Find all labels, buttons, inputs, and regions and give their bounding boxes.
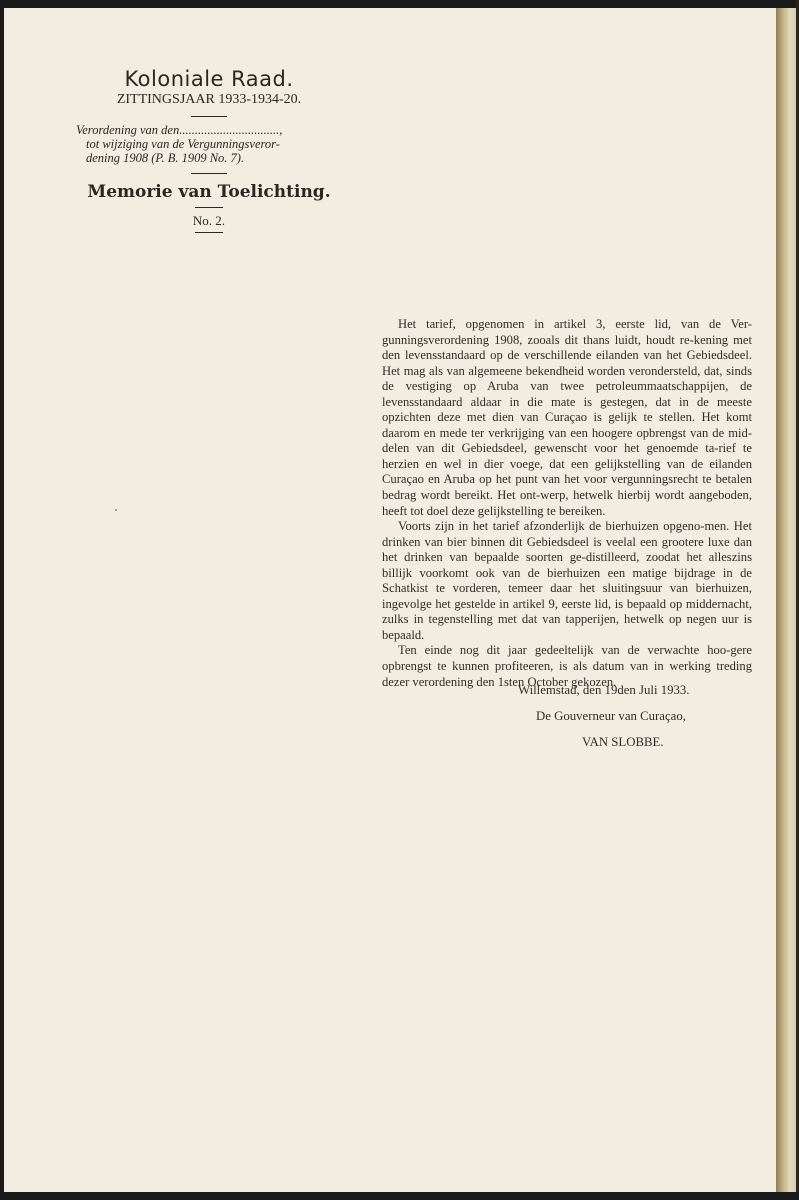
subject-line-2: tot wijziging van de Vergunningsveror- [86, 137, 280, 151]
document-number: No. 2. [192, 213, 226, 228]
subject-line-1: Verordening van den................................, [76, 123, 283, 137]
document-header [70, 66, 348, 233]
paragraph: Het tarief, opgenomen in artikel 3, eerste lid, van de Ver-gunningsverordening 1908, zooals dit thans luidt, houdt re-kening met den levensstandaard op de verschillende eilanden van het Gebiedsdeel. Het mag als van algemeene bekendheid worden verondersteld, dat, sinds de vestiging op Aruba van twee petroleummaatschappijen, de levensstandaard aldaar in die mate is gestegen, dat in de meeste opzichten deze met dien van Curaçao is gelijk te stellen. Het komt daarom en mede ter verkrijging van een hoogere opbrengst van de mid-delen van dit Gebiedsdeel, gewenscht voor het genoemde ta-rief te herzien en wel in dier voege, dat een gelijkstelling van de eilanden Curaçao en Aruba op het punt van het voor vergunningsrecht te betalen bedrag wordt bereikt. Het ont-werp, hetwelk hierbij wordt aangeboden, heeft tot doel deze gelijkstelling te bereiken. [382, 317, 752, 518]
council-title: Koloniale Raad. [124, 67, 294, 91]
subject-line-3: dening 1908 (P. B. 1909 No. 7). [86, 151, 245, 165]
divider [191, 116, 227, 117]
signatory-name: VAN SLOBBE. [582, 735, 664, 749]
session-year: ZITTINGSJAAR 1933-1934-20. [116, 92, 302, 107]
signatory-title: De Gouverneur van Curaçao, [536, 709, 686, 723]
binding-spine [776, 8, 796, 1192]
divider [195, 207, 223, 208]
document-type: Memorie van Toelichting. [87, 182, 331, 202]
divider [195, 232, 223, 233]
paragraph: Voorts zijn in het tarief afzonderlijk de bierhuizen opgeno-men. Het drinken van bier binnen dit Gebiedsdeel is veelal een grootere luxe dan het drinken van bepaalde soorten ge-distilleerd, zoodat het alleszins billijk voorkomt ook van de bierhuizen een matige bijdrage in de Schatkist te vorderen, temeer daar het sluitingsuur van bierhuizen, ingevolge het gestelde in artikel 9, eerste lid, is bepaald op middernacht, zulks in tegenstelling met dat van tapperijen, hetwelk op negen uur is bepaald. [382, 519, 752, 642]
place-date: Willemstad, den 19den Juli 1933. [518, 683, 690, 697]
divider [191, 173, 227, 174]
bottom-edge [0, 1192, 799, 1200]
ink-speck [115, 509, 117, 511]
body-text [382, 317, 752, 690]
subject-description [76, 123, 342, 165]
paragraph: Ten einde nog dit jaar gedeeltelijk van de verwachte hoo-gere opbrengst te kunnen profiteeren, is als datum van in werking treding dezer verordening den 1sten October gekozen. [382, 643, 752, 689]
